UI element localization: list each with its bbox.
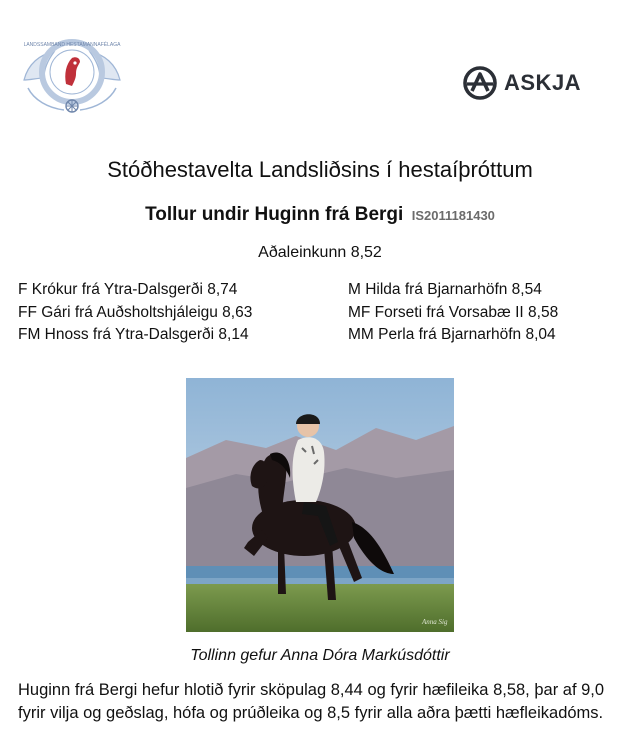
- pedigree-entry: FF Gári frá Auðsholtshjáleigu 8,63: [18, 303, 253, 321]
- pedigree-entry: MF Forseti frá Vorsabæ II 8,58: [348, 303, 559, 321]
- lh-logo-text: LANDSSAMBAND HESTAMANNAFÉLAGA: [23, 42, 121, 48]
- pedigree-sire-line: [18, 279, 252, 347]
- pedigree-entry: F Krókur frá Ytra-Dalsgerði 8,74: [18, 281, 238, 298]
- pedigree-entry: FM Hnoss frá Ytra-Dalsgerði 8,14: [18, 326, 249, 343]
- description-paragraph: Huginn frá Bergi hefur hlotið fyrir sköpulag 8,44 og fyrir hæfileika 8,58, þar af 9,0 fyrir vilja og geðslag, hófa og prúðleika og 8,5 fyrir alla aðra þætti hæfleikadóms.: [18, 681, 605, 722]
- main-score: Aðaleinkunn 8,52: [258, 244, 382, 261]
- pedigree-dam-line: [348, 279, 558, 347]
- pedigree-entry: MM Perla frá Bjarnarhöfn 8,04: [348, 326, 556, 343]
- horse-reg-number: IS2011181430: [411, 208, 495, 223]
- askja-logo-text: ASKJA: [504, 70, 582, 95]
- page-title: Stóðhestavelta Landsliðsins í hestaíþróttum: [107, 157, 533, 182]
- horse-photo: [186, 378, 454, 632]
- horse-heading: [0, 204, 625, 226]
- askja-logo: [462, 65, 581, 101]
- askja-emblem-icon: [462, 65, 498, 101]
- photo-caption: Tollinn gefur Anna Dóra Markúsdóttir: [190, 647, 450, 664]
- landssamband-logo: [14, 28, 130, 124]
- pedigree-entry: M Hilda frá Bjarnarhöfn 8,54: [348, 281, 542, 298]
- horse-name: Tollur undir Huginn frá Bergi: [145, 204, 404, 225]
- svg-text:Anna Sig: Anna Sig: [422, 618, 448, 626]
